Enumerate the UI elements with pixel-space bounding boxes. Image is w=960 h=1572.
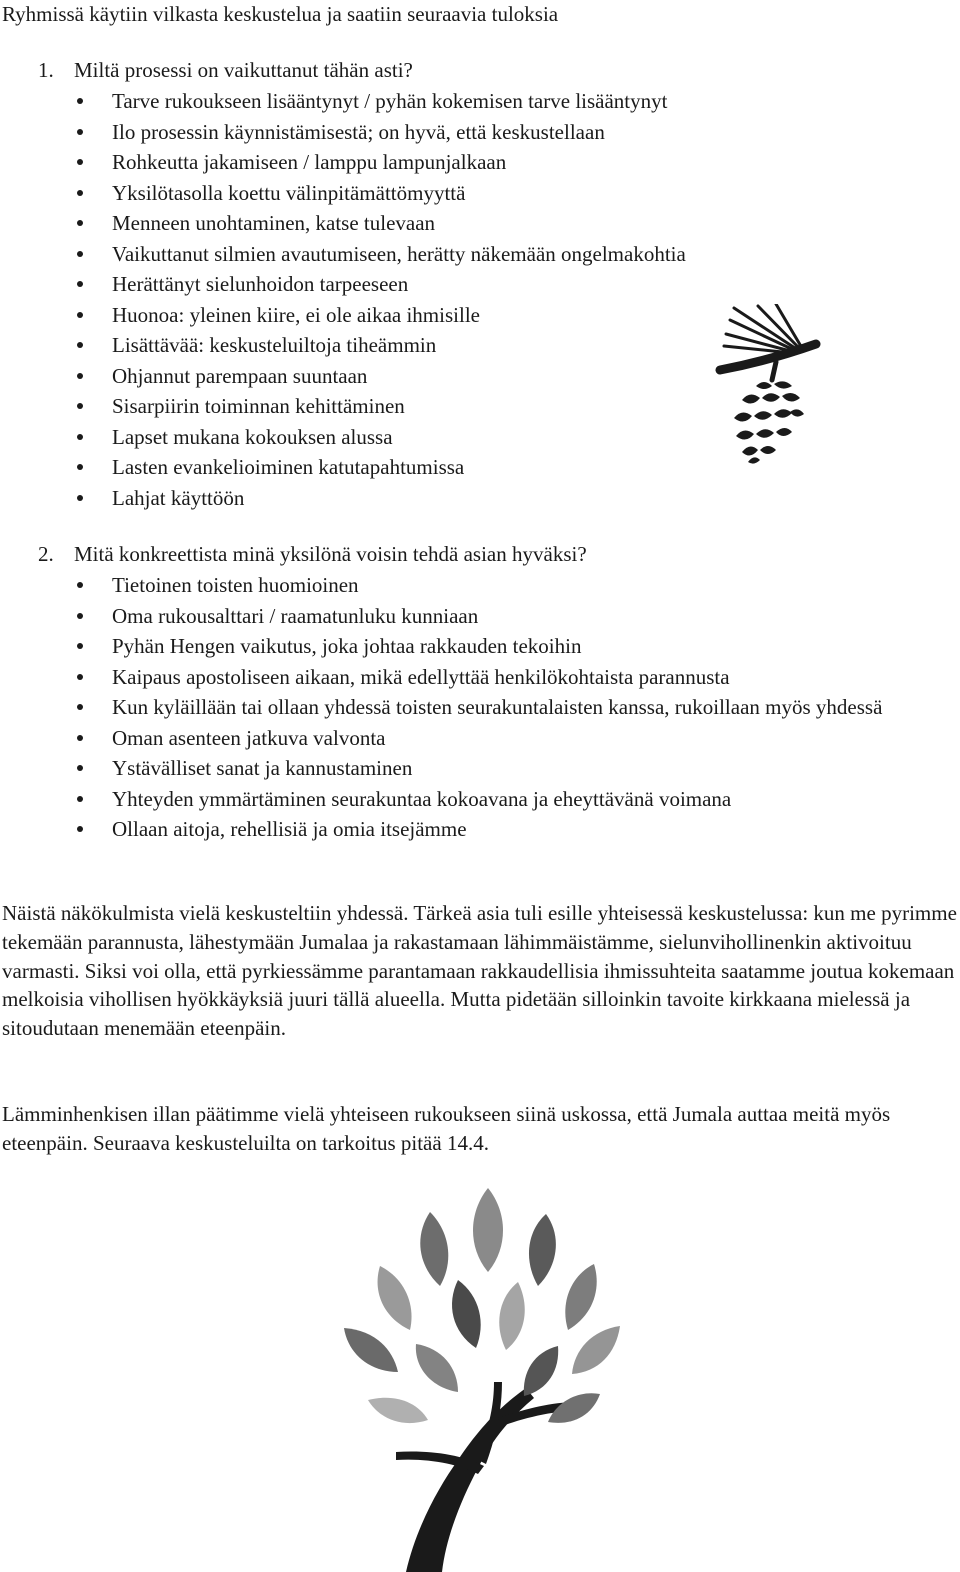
list-item [0, 208, 960, 239]
list-item [0, 269, 960, 300]
question-1-text: Miltä prosessi on vaikuttanut tähän asti? [74, 58, 413, 82]
bullet-icon [77, 281, 83, 287]
list-item [0, 814, 960, 845]
question-2-text: Mitä konkreettista minä yksilönä voisin tehdä asian hyväksi? [74, 542, 587, 566]
bullet-icon [77, 674, 83, 680]
list-item-text: Ollaan aitoja, rehellisiä ja omia itsejämme [112, 817, 467, 841]
list-item [0, 147, 960, 178]
bullet-icon [77, 495, 83, 501]
list-item-text: Yksilötasolla koettu välinpitämättömyyttä [112, 180, 466, 205]
bullet-icon [77, 129, 83, 135]
list-item-text: Sisarpiirin toiminnan kehittäminen [112, 394, 405, 418]
list-item-text: Tarve rukoukseen lisääntynyt / pyhän kokemisen tarve lisääntynyt [112, 89, 668, 113]
list-item-text: Ohjannut parempaan suuntaan [112, 363, 368, 388]
question-1 [38, 56, 413, 84]
list-item [0, 692, 960, 723]
list-item-text: Rohkeutta jakamiseen / lamppu lampunjalkaan [112, 150, 507, 174]
list-item [0, 483, 960, 514]
bullet-icon [77, 312, 83, 318]
list-item [0, 570, 960, 601]
bullet-icon [77, 643, 83, 649]
list-item-text: Ilo prosessin käynnistämisestä; on hyvä, että keskustellaan [112, 119, 605, 144]
bullet-icon [77, 704, 83, 710]
question-2-number: 2. [38, 542, 54, 566]
answer-list-2 [0, 570, 960, 845]
bullet-icon [77, 403, 83, 409]
list-item-text: Lisättävää: keskusteluiltoja tiheämmin [112, 333, 437, 357]
list-item-text: Yhteyden ymmärtäminen seurakuntaa kokoavana ja eheyttävänä voimana [112, 786, 732, 811]
list-item [0, 86, 960, 117]
list-item-text: Tietoinen toisten huomioinen [112, 573, 359, 597]
question-2 [38, 540, 587, 568]
list-item-text: Lapset mukana kokouksen alussa [112, 424, 393, 449]
bullet-icon [77, 159, 83, 165]
bullet-icon [77, 613, 83, 619]
list-item [0, 601, 960, 632]
list-item-text: Herättänyt sielunhoidon tarpeeseen [112, 272, 409, 296]
list-item [0, 178, 960, 209]
bullet-icon [77, 220, 83, 226]
list-item [0, 631, 960, 662]
bullet-icon [77, 251, 83, 257]
list-item-text: Oman asenteen jatkuva valvonta [112, 725, 386, 750]
list-item-text: Kun kyläillään tai ollaan yhdessä toisten seurakuntalaisten kanssa, rukoillaan myös yhdessä [112, 695, 883, 719]
list-item [0, 662, 960, 693]
bullet-icon [77, 98, 83, 104]
bullet-icon [77, 373, 83, 379]
leaf-tree-icon [288, 1168, 672, 1572]
list-item [0, 117, 960, 148]
list-item [0, 239, 960, 270]
bullet-icon [77, 342, 83, 348]
closing-paragraph: Lämminhenkisen illan päätimme vielä yhteiseen rukoukseen siinä uskossa, että Jumala auttaa meitä myös eteenpäin. Seuraava keskusteluilta on tarkoitus pitää 14.4. [2, 1102, 891, 1155]
bullet-icon [77, 765, 83, 771]
bullet-icon [77, 190, 83, 196]
question-1-number: 1. [38, 58, 54, 82]
list-item-text: Huonoa: yleinen kiire, ei ole aikaa ihmisille [112, 302, 480, 327]
bullet-icon [77, 826, 83, 832]
list-item-text: Lahjat käyttöön [112, 485, 245, 510]
list-item [0, 784, 960, 815]
list-item-text: Kaipaus apostoliseen aikaan, mikä edellyttää henkilökohtaista parannusta [112, 664, 730, 689]
list-item-text: Ystävälliset sanat ja kannustaminen [112, 756, 413, 780]
list-item-text: Vaikuttanut silmien avautumiseen, herätty näkemään ongelmakohtia [112, 241, 686, 266]
bullet-icon [77, 582, 83, 588]
list-item-text: Lasten evankelioiminen katutapahtumissa [112, 455, 465, 479]
list-item [0, 723, 960, 754]
pine-cone-branch-icon [712, 304, 822, 464]
discussion-paragraph: Näistä näkökulmista vielä keskusteltiin yhdessä. Tärkeä asia tuli esille yhteisessä keskustelussa: kun me pyrimme tekemään parannusta, lähestymään Jumalaa ja rakastamaan lähimmäistämme, sielunvihollinenkin aktivoituu varmasti. Siksi voi olla, että pyrkiessämme parantamaan rakkaudellisia ihmissuhteita saatamme joutua kokemaan melkoisia vihollisen hyökkäyksiä juuri tällä alueella. Mutta pidetään silloinkin tavoite kirkkaana mielessä ja sitoudutaan menemään eteenpäin. [2, 901, 957, 1041]
bullet-icon [77, 434, 83, 440]
list-item [0, 753, 960, 784]
bullet-icon [77, 796, 83, 802]
bullet-icon [77, 464, 83, 470]
bullet-icon [77, 735, 83, 741]
list-item-text: Menneen unohtaminen, katse tulevaan [112, 211, 436, 235]
list-item-text: Oma rukousalttari / raamatunluku kunniaan [112, 603, 479, 628]
intro-line: Ryhmissä käytiin vilkasta keskustelua ja saatiin seuraavia tuloksia [2, 2, 559, 26]
list-item-text: Pyhän Hengen vaikutus, joka johtaa rakkauden tekoihin [112, 634, 582, 658]
